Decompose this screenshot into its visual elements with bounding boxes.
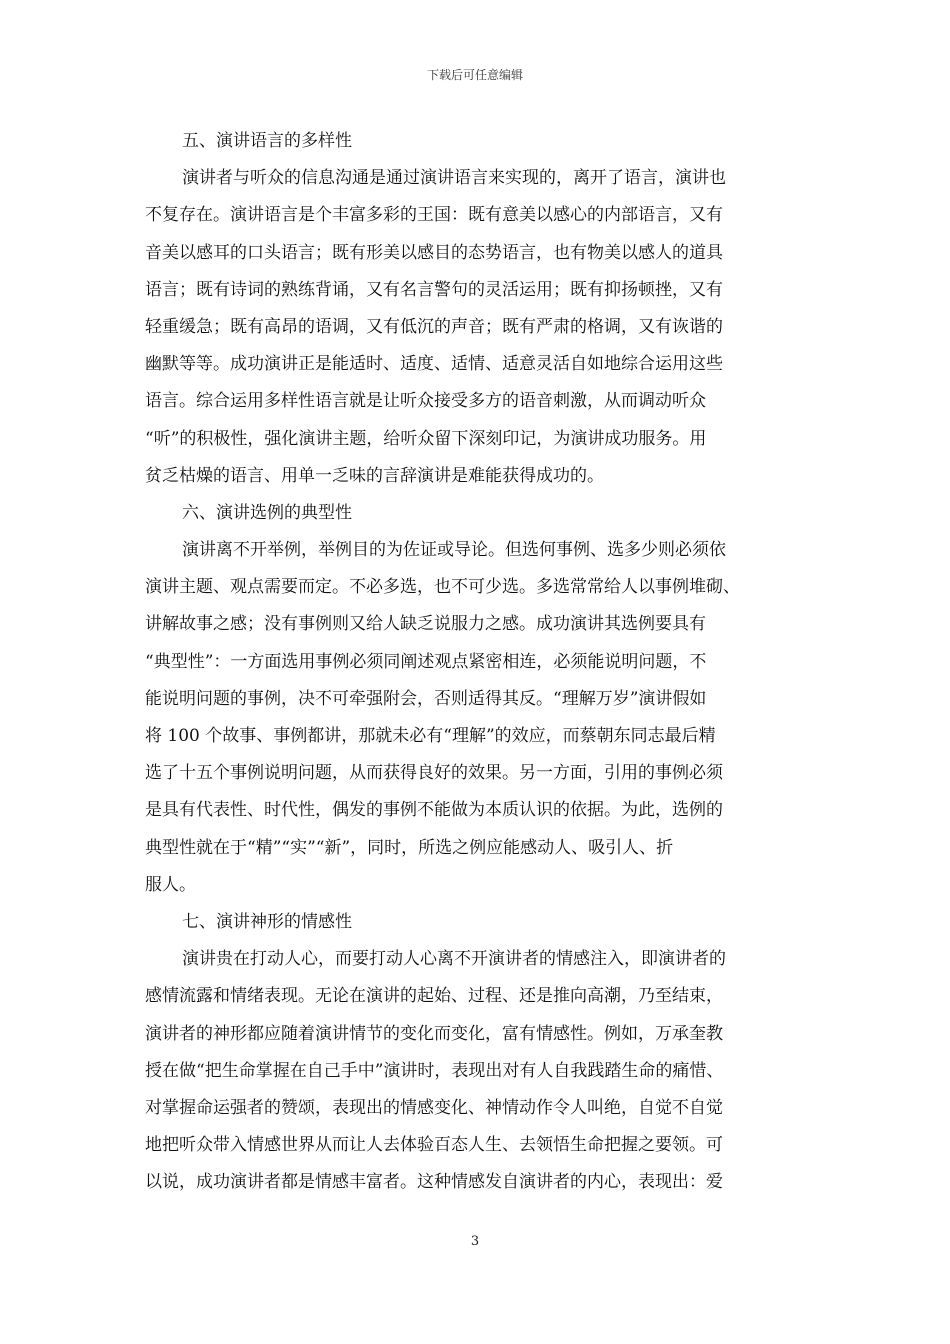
text-line: 演讲贵在打动人心，而要打动人心离不开演讲者的情感注入，即演讲者的 xyxy=(182,949,726,970)
text-line: 幽默等等。成功演讲正是能适时、适度、适情、适意灵活自如地综合运用这些 xyxy=(145,354,723,375)
text-line: 演讲主题、观点需要而定。不必多选，也不可少选。多选常常给人以事例堆砌、 xyxy=(145,577,740,598)
text-line: 七、演讲神形的情感性 xyxy=(182,911,352,932)
text-line: 将 100 个故事、事例都讲，那就未必有“理解”的效应，而蔡朝东同志最后精 xyxy=(145,726,716,746)
text-line: 能说明问题的事例，决不可牵强附会，否则适得其反。“理解万岁”演讲假如 xyxy=(145,688,707,709)
text-line: 感情流露和情绪表现。无论在演讲的起始、过程、还是推向高潮，乃至结束， xyxy=(145,986,723,1007)
text-line: “典型性”：一方面选用事例必须同阐述观点紧密相连，必须能说明问题，不 xyxy=(145,651,707,672)
text-line: 演讲者与听众的信息沟通是通过演讲语言来实现的，离开了语言，演讲也 xyxy=(182,168,726,189)
text-line: 贫乏枯燥的语言、用单一乏味的言辞演讲是难能获得成功的。 xyxy=(145,465,604,486)
text-line: 服人。 xyxy=(145,874,196,895)
text-line: 讲解故事之感；没有事例则又给人缺乏说服力之感。成功演讲其选例要具有 xyxy=(145,614,706,635)
text-line: 六、演讲选例的典型性 xyxy=(182,502,352,523)
page-number: 3 xyxy=(470,1234,480,1249)
text-line: 轻重缓急；既有高昂的语调，又有低沉的声音；既有严肃的格调，又有诙谐的 xyxy=(145,316,723,337)
text-line: 以说，成功演讲者都是情感丰富者。这种情感发自演讲者的内心，表现出：爱 xyxy=(145,1172,723,1193)
document-body xyxy=(145,123,813,1201)
text-line: 对掌握命运强者的赞颂，表现出的情感变化、神情动作令人叫绝，自觉不自觉 xyxy=(145,1097,723,1118)
text-line: 典型性就在于“精”“实”“新”，同时，所选之例应能感动人、吸引人、折 xyxy=(145,837,674,858)
text-line: 不复存在。演讲语言是个丰富多彩的王国：既有意美以感心的内部语言，又有 xyxy=(145,205,723,226)
page-header: 下载后可任意编辑 xyxy=(426,68,523,82)
text-line: 授在做“把生命掌握在自己手中”演讲时，表现出对有人自我践踏生命的痛惜、 xyxy=(145,1060,724,1081)
text-line: 选了十五个事例说明问题，从而获得良好的效果。另一方面，引用的事例必须 xyxy=(145,763,723,784)
text-line: 语言；既有诗词的熟练背诵，又有名言警句的灵活运用；既有抑扬顿挫，又有 xyxy=(145,279,723,300)
text-line: 演讲离不开举例，举例目的为佐证或导论。但选何事例、选多少则必须依 xyxy=(182,540,726,561)
text-line: “听”的积极性，强化演讲主题，给听众留下深刻印记，为演讲成功服务。用 xyxy=(145,428,707,449)
text-line: 五、演讲语言的多样性 xyxy=(182,131,352,151)
text-line: 是具有代表性、时代性，偶发的事例不能做为本质认识的依据。为此，选例的 xyxy=(145,800,723,821)
text-line: 语言。综合运用多样性语言就是让听众接受多方的语音刺激，从而调动听众 xyxy=(145,391,706,412)
text-line: 地把听众带入情感世界从而让人去体验百态人生、去领悟生命把握之要领。可 xyxy=(145,1135,723,1156)
text-line: 演讲者的神形都应随着演讲情节的变化而变化，富有情感性。例如，万承奎教 xyxy=(145,1023,723,1044)
text-line: 音美以感耳的口头语言；既有形美以感目的态势语言，也有物美以感人的道具 xyxy=(145,242,723,263)
